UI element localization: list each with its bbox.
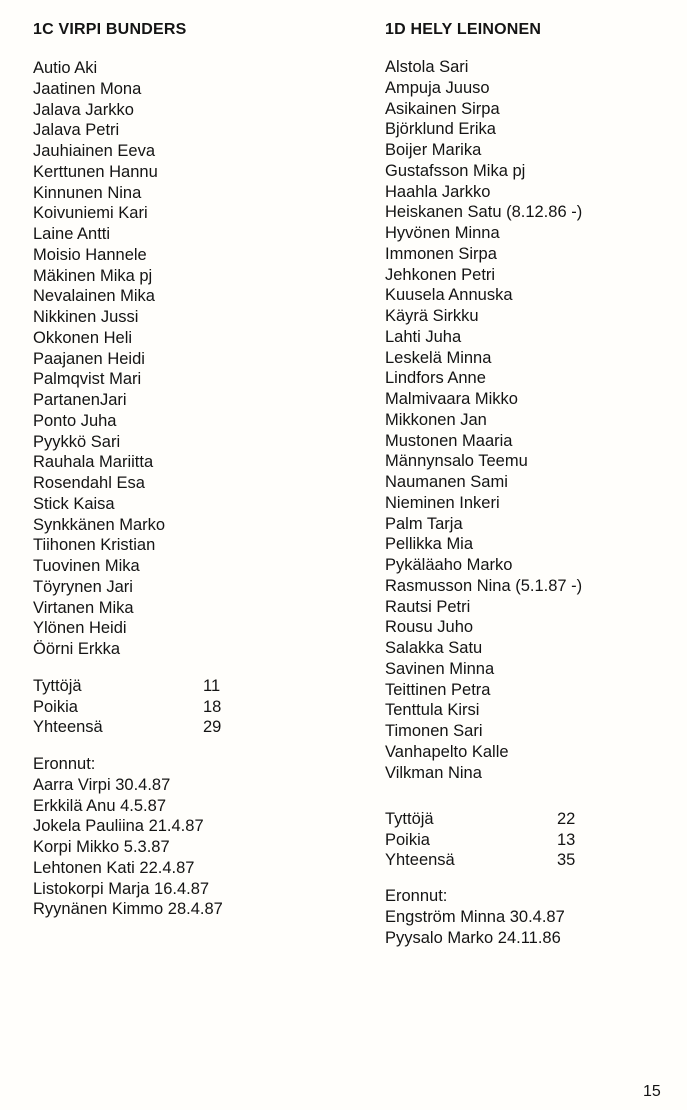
- class-stats: [385, 809, 575, 871]
- student-name: Asikainen Sirpa: [385, 99, 500, 118]
- stat-label: Yhteensä: [33, 718, 103, 737]
- student-name: Nieminen Inkeri: [385, 493, 500, 512]
- student-name: Autio Aki: [33, 59, 98, 77]
- stat-row-girls: [385, 809, 575, 830]
- student-name: Malmivaara Mikko: [385, 390, 518, 408]
- left-students-list: [385, 886, 565, 948]
- student-name: Mikkonen Jan: [385, 410, 487, 429]
- student-name: Jehkonen Petri: [385, 265, 496, 284]
- stat-label: Poikia: [33, 697, 78, 716]
- student-name: Stick Kaisa: [33, 494, 115, 513]
- student-name: Nikkinen Jussi: [33, 308, 139, 326]
- student-name: Rautsi Petri: [385, 597, 471, 616]
- student-name: Töyrynen Jari: [33, 577, 133, 596]
- class-heading: 1C VIRPI BUNDERS: [33, 21, 187, 38]
- left-student-entry: Pyysalo Marko 24.11.86: [385, 928, 561, 947]
- student-name: Okkonen Heli: [33, 328, 133, 347]
- stat-label: Tyttöjä: [385, 810, 434, 828]
- left-student-entry: Listokorpi Marja 16.4.87: [33, 879, 210, 898]
- student-name: Alstola Sari: [385, 58, 469, 76]
- student-name: Mäkinen Mika pj: [33, 266, 153, 285]
- student-name: Kuusela Annuska: [385, 286, 513, 305]
- student-name: Moisio Hannele: [33, 245, 147, 264]
- student-name: Pykäläaho Marko: [385, 556, 513, 574]
- student-name: Pyykkö Sari: [33, 432, 121, 451]
- student-name: Ylönen Heidi: [33, 619, 127, 638]
- student-name: Synkkänen Marko: [33, 515, 166, 534]
- student-name: Björklund Erika: [385, 120, 496, 139]
- student-name: Palm Tarja: [385, 514, 463, 533]
- student-name: Heiskanen Satu (8.12.86 -): [385, 203, 583, 222]
- student-name: Paajanen Heidi: [33, 349, 145, 368]
- left-student-entry: Ryynänen Kimmo 28.4.87: [33, 900, 223, 919]
- student-name: Männynsalo Teemu: [385, 452, 528, 471]
- student-name: Kinnunen Nina: [33, 183, 142, 202]
- left-student-entry: Engström Minna 30.4.87: [385, 907, 565, 926]
- student-name: Jaatinen Mona: [33, 79, 142, 98]
- stat-value: 11: [203, 677, 221, 695]
- stat-label: Yhteensä: [385, 851, 455, 870]
- student-name: Lindfors Anne: [385, 369, 486, 388]
- student-name: Salakka Satu: [385, 639, 483, 657]
- student-name: PartanenJari: [33, 391, 127, 409]
- student-name: Öörni Erkka: [33, 640, 121, 658]
- page-number: 15: [643, 1083, 661, 1100]
- student-name: Jalava Jarkko: [33, 100, 134, 119]
- left-label: Eronnut:: [33, 755, 96, 773]
- left-student-entry: Erkkilä Anu 4.5.87: [33, 796, 166, 815]
- left-student-entry: Lehtonen Kati 22.4.87: [33, 858, 195, 877]
- student-name: Rauhala Mariitta: [33, 453, 154, 472]
- student-name: Kerttunen Hannu: [33, 162, 158, 181]
- left-student-entry: Aarra Virpi 30.4.87: [33, 775, 171, 794]
- student-name: Teittinen Petra: [385, 680, 491, 699]
- student-name: Tuovinen Mika: [33, 557, 140, 575]
- student-name: Pellikka Mia: [385, 535, 474, 554]
- student-list: [385, 57, 582, 783]
- stat-row-total: [33, 717, 221, 738]
- student-name: Tenttula Kirsi: [385, 701, 480, 720]
- stat-value: 13: [557, 830, 576, 849]
- student-name: Laine Antti: [33, 225, 111, 243]
- left-student-entry: Korpi Mikko 5.3.87: [33, 838, 170, 856]
- student-name: Rosendahl Esa: [33, 474, 145, 492]
- student-name: Gustafsson Mika pj: [385, 161, 526, 180]
- stat-label: Poikia: [385, 830, 430, 849]
- student-name: Lahti Juha: [385, 327, 462, 346]
- student-name: Immonen Sirpa: [385, 244, 497, 263]
- student-name: Käyrä Sirkku: [385, 307, 479, 325]
- left-students-list: [33, 754, 223, 920]
- left-label: Eronnut:: [385, 887, 448, 905]
- stat-value: 22: [557, 810, 576, 828]
- stat-row-girls: [33, 676, 221, 697]
- stat-value: 35: [557, 851, 576, 870]
- left-student-entry: Jokela Pauliina 21.4.87: [33, 817, 204, 836]
- student-name: Leskelä Minna: [385, 348, 492, 367]
- student-name: Naumanen Sami: [385, 473, 508, 491]
- stat-value: 18: [203, 697, 222, 716]
- student-name: Rousu Juho: [385, 618, 474, 637]
- student-list: [33, 58, 165, 660]
- stat-row-total: [385, 850, 575, 871]
- class-stats: [33, 676, 221, 738]
- student-name: Tiihonen Kristian: [33, 536, 156, 555]
- student-name: Jalava Petri: [33, 121, 120, 140]
- student-name: Virtanen Mika: [33, 598, 134, 617]
- stat-row-boys: [33, 697, 221, 718]
- student-name: Savinen Minna: [385, 659, 495, 678]
- student-name: Nevalainen Mika: [33, 287, 155, 306]
- student-name: Mustonen Maaria: [385, 431, 513, 450]
- student-name: Koivuniemi Kari: [33, 204, 148, 223]
- student-name: Hyvönen Minna: [385, 224, 500, 242]
- stat-label: Tyttöjä: [33, 677, 82, 695]
- student-name: Boijer Marika: [385, 141, 482, 159]
- student-name: Ampuja Juuso: [385, 78, 490, 97]
- student-name: Ponto Juha: [33, 411, 117, 430]
- student-name: Vilkman Nina: [385, 763, 482, 782]
- stat-value: 29: [203, 718, 222, 737]
- student-name: Timonen Sari: [385, 722, 483, 740]
- student-name: Palmqvist Mari: [33, 370, 142, 389]
- student-name: Vanhapelto Kalle: [385, 742, 509, 761]
- student-name: Rasmusson Nina (5.1.87 -): [385, 576, 583, 595]
- student-name: Haahla Jarkko: [385, 182, 491, 201]
- class-heading: 1D HELY LEINONEN: [385, 21, 542, 38]
- student-name: Jauhiainen Eeva: [33, 142, 156, 160]
- stat-row-boys: [385, 830, 575, 851]
